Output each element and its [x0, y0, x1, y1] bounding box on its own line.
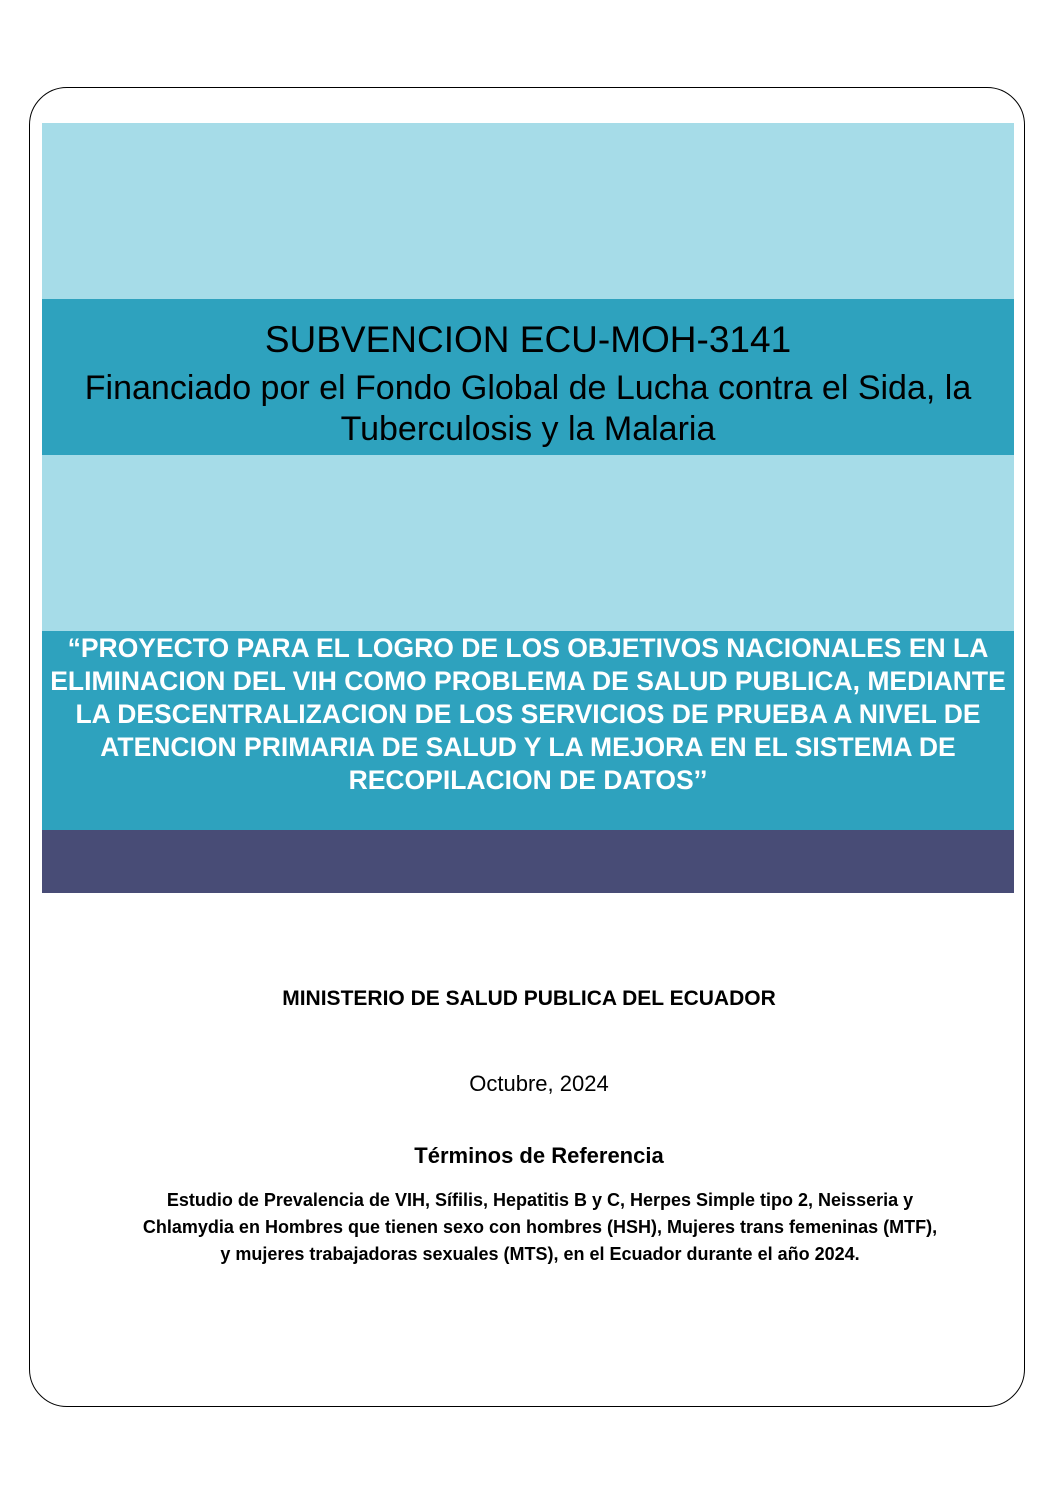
project-title: “PROYECTO PARA EL LOGRO DE LOS OBJETIVOS NACIONALES EN LA ELIMINACION DEL VIH COMO PROBLEMA DE SALUD PUBLICA, MEDIANTE LA DESCENTRALIZACION DE LOS SERVICIOS DE PRUEBA A NIVEL DE ATENCION PRIMARIA DE SALUD Y LA MEJORA EN EL SISTEMA DE RECOPILACION DE DATOS’’ [50, 633, 1006, 795]
document-date: Octubre, 2024 [469, 1071, 609, 1096]
grant-funding-subtitle: Financiado por el Fondo Global de Lucha contra el Sida, la Tuberculosis y la Malaria [84, 369, 972, 448]
light-blue-band-middle [42, 455, 1014, 631]
grant-title: SUBVENCION ECU-MOH-3141 [264, 319, 792, 360]
light-blue-band-top [42, 123, 1014, 299]
study-title: Estudio de Prevalencia de VIH, Sífilis, Hepatitis B y C, Herpes Simple tipo 2, Neisseria y Chlamydia en Hombres que tienen sexo con hombres (HSH), Mujeres trans femeninas (MTF), y mujeres trabajadoras sexuales (MTS), en el Ecuador durante el año 2024. [142, 1190, 938, 1264]
ministry-name: MINISTERIO DE SALUD PUBLICA DEL ECUADOR [282, 987, 776, 1010]
document-type-heading: Términos de Referencia [414, 1143, 664, 1168]
navy-band [42, 830, 1014, 893]
